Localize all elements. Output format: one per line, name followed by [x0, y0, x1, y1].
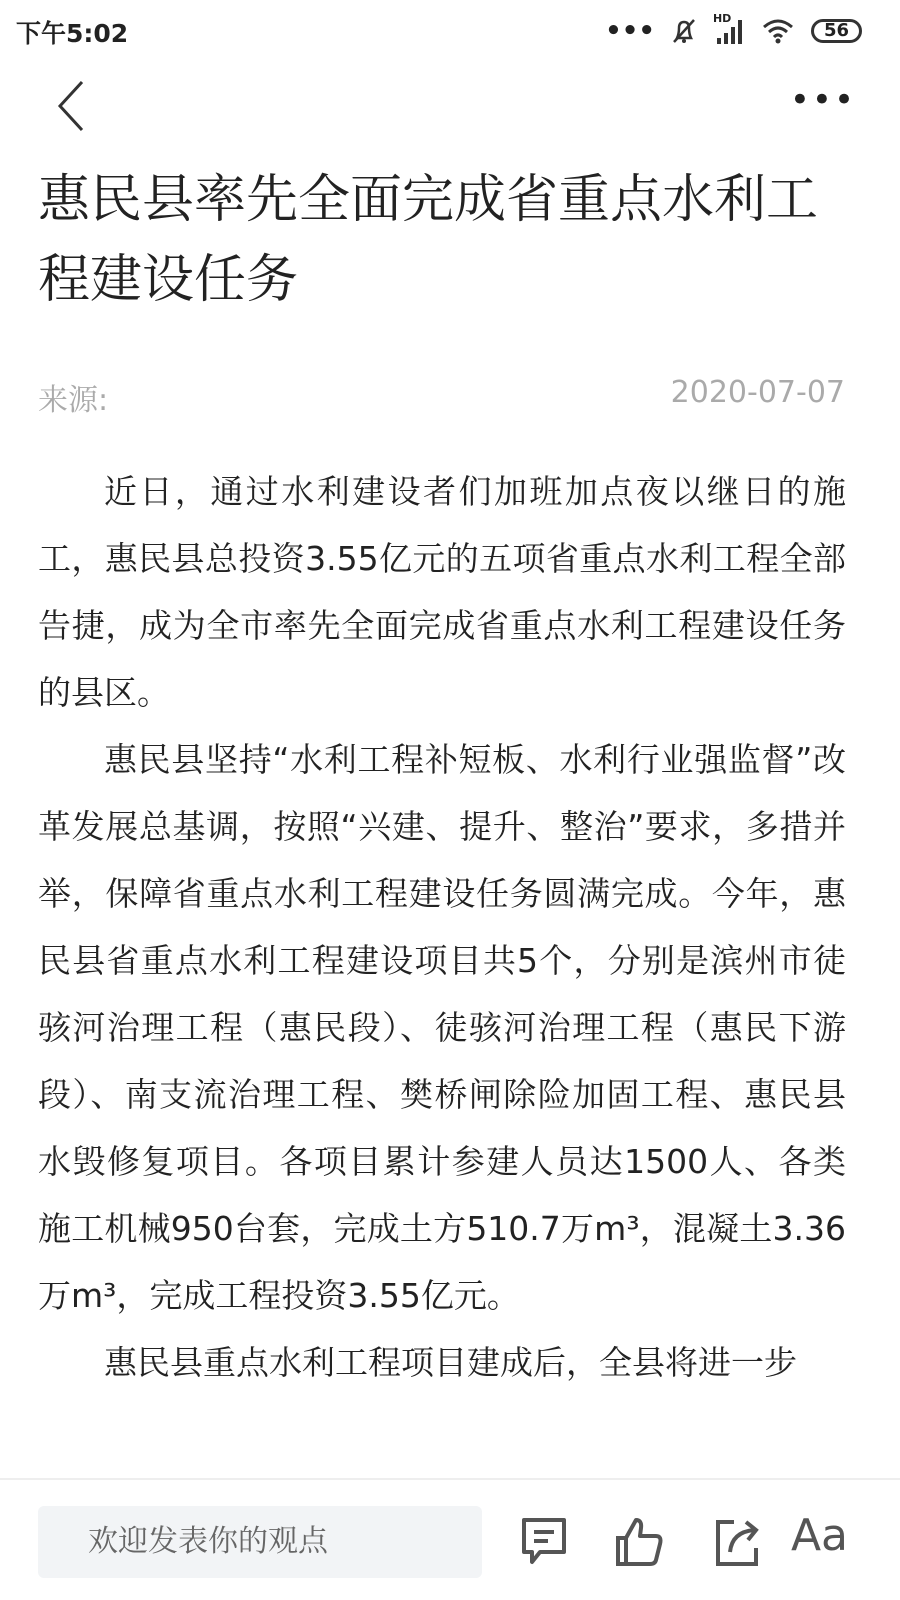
- mute-bell-icon: [669, 16, 699, 46]
- publish-date: 2020-07-07: [670, 375, 845, 410]
- article-paragraph: 惠民县重点水利工程项目建成后，全县将进一步: [104, 1343, 797, 1382]
- font-size-button[interactable]: Aa: [790, 1510, 848, 1561]
- top-nav: [0, 70, 900, 140]
- battery-indicator: 56: [811, 19, 862, 43]
- more-options-icon[interactable]: •••: [789, 80, 856, 120]
- source-label: 来源:: [38, 383, 109, 418]
- signal-icon: [712, 12, 747, 46]
- more-notifications-icon: •••: [605, 16, 655, 46]
- article-title: 惠民县率先全面完成省重点水利工程建设任务: [38, 170, 819, 310]
- status-icons: [605, 12, 862, 46]
- status-bar: [0, 0, 900, 60]
- article-paragraph: 惠民县坚持“水利工程补短板、水利行业强监督”改革发展总基调，按照“兴建、提升、整治”要求，多措并举，保障省重点水利工程建设任务圆满完成。今年，惠民县省重点水利工程建设项目共5个，分别是滨州市徒骇河治理工程（惠民段）、徒骇河治理工程（惠民下游段）、南支流治理工程、樊桥闸除险加固工程、惠民县水毁修复项目。各项目累计参建人员达1500人、各类施工机械950台套，完成土方510.7万m³，混凝土3.36万m³，完成工程投资3.55亿元。: [38, 740, 846, 1315]
- article-body: [38, 458, 846, 1396]
- comment-icon[interactable]: [516, 1514, 572, 1570]
- like-thumbs-up-icon[interactable]: [612, 1514, 668, 1570]
- back-arrow-icon[interactable]: [50, 78, 98, 134]
- bottom-bar: [0, 1480, 900, 1600]
- article-paragraph: 近日，通过水利建设者们加班加点夜以继日的施工，惠民县总投资3.55亿元的五项省重点水利工程全部告捷，成为全市率先全面完成省重点水利工程建设任务的县区。: [38, 472, 846, 712]
- share-icon[interactable]: [710, 1514, 766, 1570]
- network-type: HD: [712, 12, 732, 25]
- status-time: 下午5:02: [16, 19, 129, 48]
- comment-input[interactable]: 欢迎发表你的观点: [38, 1506, 482, 1578]
- wifi-icon: [761, 16, 797, 46]
- article-meta: [38, 375, 845, 419]
